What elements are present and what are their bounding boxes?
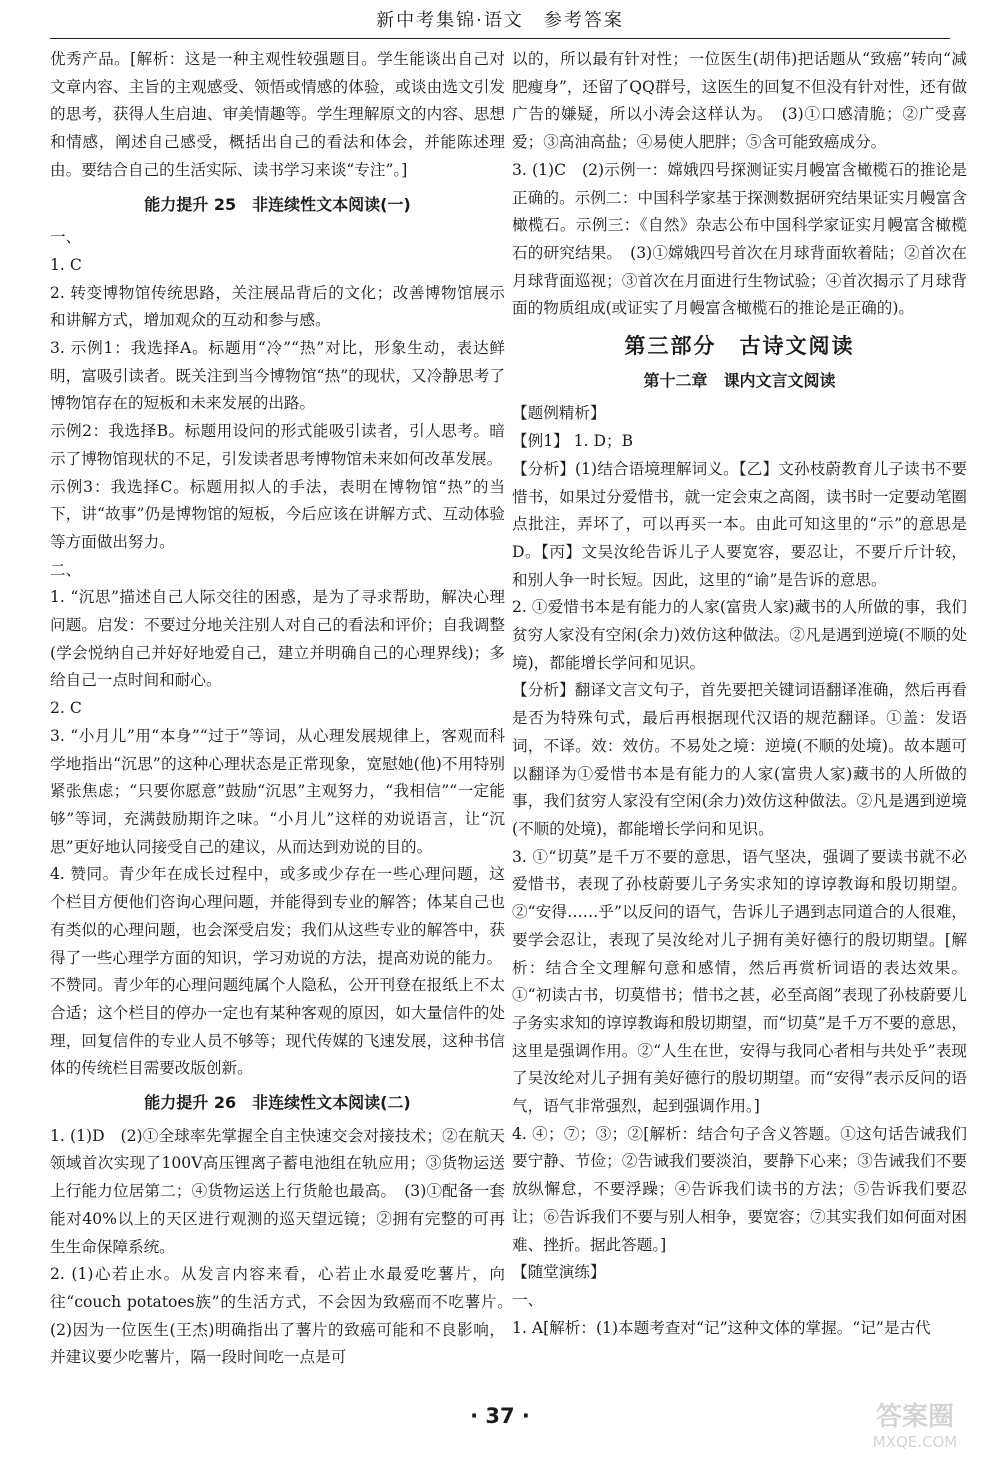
answer-paragraph: 1. (1)D (2)①全球率先掌握全自主快速交会对接技术；②在航天领域首次实现了100V高压锂离子蓄电池组在轨应用；③货物运送上行能力位居第二；④货物运送上行货舱也最高。 (3)①配备一套能对40%以上的天区进行观测的巡天望远镜；②拥有完整的可再生生命保障系统。 bbox=[50, 1126, 505, 1256]
answer-paragraph: 3. ①“切莫”是千万不要的意思，语气坚决，强调了要读书就不必爱惜书，表现了孙枝蔚要儿子务实求知的谆谆教诲和殷切期望。②“安得……乎”以反问的语气，告诉儿子遇到志同道合的人很难，要学会忍让，表现了吴汝纶对儿子拥有美好德行的殷切期望。[解析：结合全文理解句意和感情，然后再赏析词语的表达效果。①“初读古书，切莫惜书；惜书之甚，必至高阁”表现了孙枝蔚要儿子务实求知的谆谆教诲和殷切期望，而“切莫”是千万不要的意思，这里是强调作用。②“人生在世，安得与我同心者相与共处乎”表现了吴汝纶对儿子拥有美好德行的殷切期望。而“安得”表示反问的语气，语气非常强烈，起到强调作用。] bbox=[512, 847, 967, 1116]
answer-paragraph: 优秀产品。[解析：这是一种主观性较强题目。学生能谈出自己对文章内容、主旨的主观感受、领悟或情感的体验，或谈由选文引发的思考，获得人生启迪、审美情趣等。学生理解原文的内容、思想和情感，阐述自己感受，概括出自己的看法和体会，并能陈述理由。要结合自己的生活实际、读书学习来谈“专注”。] bbox=[50, 50, 505, 179]
page-header: 新中考集锦·语文 参考答案 bbox=[376, 10, 624, 31]
part-heading: 第三部分 古诗文阅读 bbox=[624, 334, 855, 359]
answer-paragraph: 【随堂演练】 bbox=[512, 1263, 606, 1282]
answer-paragraph: 1. A[解析：(1)本题考查对“记”这种文体的掌握。“记”是古代 bbox=[512, 1318, 931, 1337]
watermark-logo bbox=[850, 1395, 980, 1455]
answer-paragraph: 1. “沉思”描述自己人际交往的困惑，是为了寻求帮助，解决心理问题。启发：不要过分地关注别人对自己的看法和评价；自我调整(学会悦纳自己并好好地爱自己，建立并明确自己的心理界线)；多给自己一点时间和耐心。 bbox=[50, 588, 505, 690]
section-heading: 能力提升 25 非连续性文本阅读(一) bbox=[144, 194, 411, 214]
answer-paragraph: 4. 赞同。青少年在成长过程中，或多或少存在一些心理问题，这个栏目方便他们咨询心理问题，并能得到专业的解答；体某自己也有类似的心理问题，也会深受启发；我们从这些专业的解答中，获得了一些心理学方面的知识，学习劝说的方法，提高劝说的能力。 bbox=[50, 865, 505, 967]
answer-paragraph: 2. ①爱惜书本是有能力的人家(富贵人家)藏书的人所做的事，我们贫穷人家没有空闲(余力)效仿这种做法。②凡是遇到逆境(不顺的处境)，都能增长学问和见识。 bbox=[512, 598, 967, 672]
answer-paragraph: 一、 bbox=[512, 1290, 544, 1309]
answer-paragraph: 不赞同。青少年的心理问题纯属个人隐私，公开刊登在报纸上不太合适；这个栏目的停办一定也有某种客观的原因，如大量信件的处理，回复信件的专业人员不够等；现代传媒的飞速发展，这种书信体的传统栏目需要改版创新。 bbox=[50, 976, 505, 1078]
answer-paragraph: 4. ④；⑦；③；②[解析：结合句子含义答题。①这句话告诫我们要宁静、节俭；②告诫我们要淡泊，要静下心来；③告诫我们不要放纵懈怠，不要浮躁；④告诉我们读书的方法；⑤告诉我们要忍让；⑥告诉我们不要与别人相争，要宽容；⑦其实我们如何面对困难、挫折。据此答题。] bbox=[512, 1124, 967, 1254]
answer-paragraph: 示例3：我选择C。标题用拟人的手法，表明在博物馆“热”的当下，讲“故事”仍是博物馆的短板，今后应该在讲解方式、互动体验等方面做出努力。 bbox=[50, 477, 505, 551]
page-number: · 37 · bbox=[470, 1404, 530, 1428]
answer-paragraph: 3. (1)C (2)示例一：嫦娥四号探测证实月幔富含橄榄石的推论是正确的。示例二：中国科学家基于探测数据研究结果证实月幔富含橄榄石。示例三：《自然》杂志公布中国科学家证实月幔富含橄榄石的研究结果。 (3)①嫦娥四号首次在月球背面软着陆；②首次在月球背面巡视；③首次在月面进行生物试验；④首次揭示了月球背面的物质组成(或证实了月幔富含橄榄石的推论是正确的)。 bbox=[512, 160, 967, 318]
answer-paragraph: 示例2：我选择B。标题用设问的形式能吸引读者，引人思考。暗示了博物馆现状的不足，引发读者思考博物馆未来如何改革发展。 bbox=[50, 422, 505, 468]
answer-paragraph: 2. C bbox=[50, 699, 82, 718]
header-rule bbox=[50, 38, 950, 39]
watermark-logo-text: 答案圈 bbox=[875, 1402, 955, 1432]
answer-paragraph: 2. (1)心若止水。从发言内容来看，心若止水最爱吃薯片，向往“couch potatoes族”的生活方式，不会因为致癌而不吃薯片。 (2)因为一位医生(王杰)明确指出了薯片的致癌可能和不良影响，并建议要少吃薯片，隔一段时间吃一点是可 bbox=[50, 1265, 505, 1367]
right-column bbox=[512, 46, 967, 1396]
answer-paragraph: 3. 示例1：我选择A。标题用“冷”“热”对比，形象生动，表达鲜明，富吸引读者。既关注到当今博物馆“热”的现状，又冷静思考了博物馆存在的短板和未来发展的出路。 bbox=[50, 339, 505, 413]
answer-paragraph: 【题例精析】 bbox=[512, 404, 606, 423]
answer-paragraph: 以的，所以最有针对性；一位医生(胡伟)把话题从“致癌”转向“减肥瘦身”，还留了QQ群号，这医生的回复不但没有针对性，还有做广告的嫌疑，所以小涛会这样认为。 (3)①口感清脆；②广受喜爱；③高油高盐；④易使人肥胖；⑤含可能致癌成分。 bbox=[512, 50, 967, 152]
answer-paragraph: 一、 bbox=[50, 228, 82, 247]
section-heading: 第十二章 课内文言文阅读 bbox=[643, 370, 836, 390]
answer-paragraph: 【例1】 1. D；B bbox=[512, 432, 634, 451]
answer-paragraph: 【分析】翻译文言文句子，首先要把关键词语翻译准确，然后再看是否为特殊句式，最后再根据现代汉语的规范翻译。①盖：发语词，不译。效：效仿。不易处之境：逆境(不顺的处境)。故本题可以翻译为①爱惜书本是有能力的人家(富贵人家)藏书的人所做的事，我们贫穷人家没有空闲(余力)效仿这种做法。②凡是遇到逆境(不顺的处境)，都能增长学问和见识。 bbox=[512, 681, 967, 838]
answer-paragraph: 二、 bbox=[50, 560, 82, 579]
section-heading: 能力提升 26 非连续性文本阅读(二) bbox=[144, 1093, 411, 1113]
answer-paragraph: 1. C bbox=[50, 255, 82, 274]
answer-paragraph: 【分析】(1)结合语境理解词义。【乙】文孙枝蔚教育儿子读书不要惜书，如果过分爱惜书，就一定会束之高阁，读书时一定要动笔圈点批注，弄坏了，可以再买一本。由此可知这里的“示”的意思是D。【丙】文吴汝纶告诉儿子人要宽容，要忍让，不要斤斤计较，和别人争一时长短。因此，这里的“谕”是告诉的意思。 bbox=[512, 459, 967, 589]
left-column bbox=[50, 46, 505, 1396]
answer-paragraph: 2. 转变博物馆传统思路，关注展品背后的文化；改善博物馆展示和讲解方式，增加观众的互动和参与感。 bbox=[50, 283, 505, 330]
watermark-site: MXQE.COM bbox=[872, 1433, 958, 1451]
answer-paragraph: 3. “小月儿”用“本身”“过于”等词，从心理发展规律上，客观而科学地指出“沉思”的这种心理状态是正常现象，宽慰她(他)不用特别紧张焦虑；“只要你愿意”鼓励“沉思”主观努力，“我相信”“一定能够”等词，充满鼓励期许之味。“小月儿”这样的劝说语言，让“沉思”更好地认同接受自己的建议，从而达到劝说的目的。 bbox=[50, 726, 505, 856]
